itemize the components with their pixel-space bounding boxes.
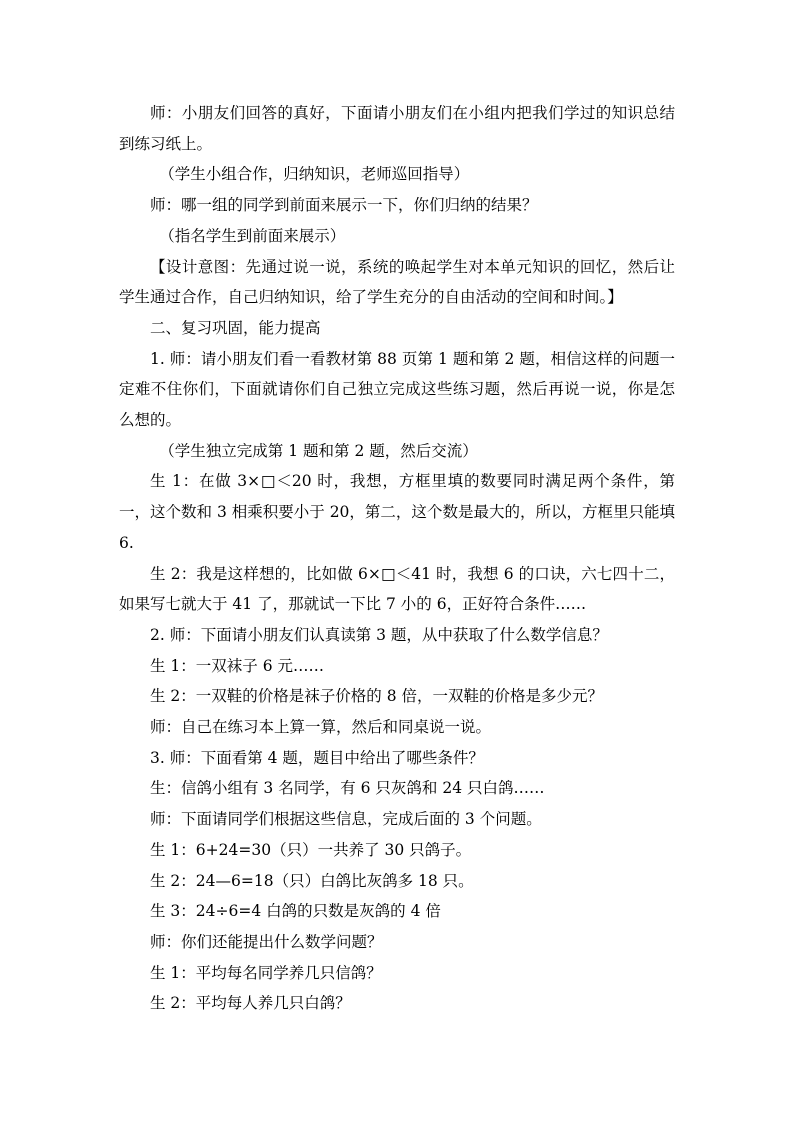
section-heading-review: 二、复习巩固，能力提高 (150, 318, 321, 337)
student-pigeon-conditions: 生：信鸽小组有 3 名同学，有 6 只灰鸽和 24 只白鸽…… (150, 779, 545, 798)
student-1-average-question: 生 1：平均每名同学养几只信鸽？ (150, 963, 382, 982)
stage-direction-students-present: （指名学生到前面来展示） (159, 226, 346, 245)
exercise-1-instruction: 1. 师：请小朋友们看一看教材第 88 页第 1 题和第 2 题，相信这样的问题一定难不住你们，下面就请你们自己独立完成这些练习题，然后再说一说，你是怎么想的。 (119, 349, 675, 430)
teacher-calculate-instruction: 师：自己在练习本上算一算，然后和同桌说一说。 (150, 718, 492, 737)
student-3-ratio-pigeons: 生 3：24÷6=4 白鸽的只数是灰鸽的 4 倍 (150, 902, 441, 921)
document-body (119, 98, 675, 1019)
student-2-difference-pigeons: 生 2：24—6=18（只）白鸽比灰鸽多 18 只。 (150, 871, 474, 890)
exercise-3-instruction: 3. 师：下面看第 4 题，题目中给出了哪些条件？ (150, 748, 484, 767)
student-1-answer-multiplication: 生 1：在做 3×□＜20 时，我想，方框里填的数要同时满足两个条件，第一，这个数和 3 相乘积要小于 20，第二，这个数是最大的，所以，方框里只能填 6. (119, 472, 675, 552)
stage-direction-independent-work: （学生独立完成第 1 题和第 2 题，然后交流） (159, 441, 478, 460)
teacher-question-show-results: 师：哪一组的同学到前面来展示一下，你们归纳的结果？ (150, 196, 538, 215)
student-2-answer-multiplication: 生 2：我是这样想的，比如做 6×□＜41 时，我想 6 的口诀，六七四十二，如果写七就大于 41 了，那就试一下比 7 小的 6，正好符合条件…… (119, 564, 675, 614)
student-1-total-pigeons: 生 1：6+24=30（只）一共养了 30 只鸽子。 (150, 840, 472, 859)
student-2-average-white-question: 生 2：平均每人养几只白鸽？ (150, 994, 351, 1013)
stage-direction-group-work: （学生小组合作，归纳知识，老师巡回指导） (159, 165, 470, 184)
teacher-complete-questions: 师：下面请同学们根据这些信息，完成后面的 3 个问题。 (150, 810, 542, 829)
design-intent-note: 【设计意图：先通过说一说，系统的唤起学生对本单元知识的回忆，然后让学生通过合作，自己归纳知识，给了学生充分的自由活动的空间和时间。】 (119, 257, 675, 307)
student-2-shoes-question: 生 2：一双鞋的价格是袜子价格的 8 倍，一双鞋的价格是多少元？ (150, 687, 604, 706)
exercise-2-instruction: 2. 师：下面请小朋友们认真读第 3 题，从中获取了什么数学信息？ (150, 625, 608, 644)
student-1-socks-price: 生 1：一双袜子 6 元…… (150, 656, 325, 675)
teacher-more-questions: 师：你们还能提出什么数学问题？ (150, 932, 383, 951)
teacher-summary-instruction: 师：小朋友们回答的真好，下面请小朋友们在小组内把我们学过的知识总结到练习纸上。 (119, 104, 675, 153)
